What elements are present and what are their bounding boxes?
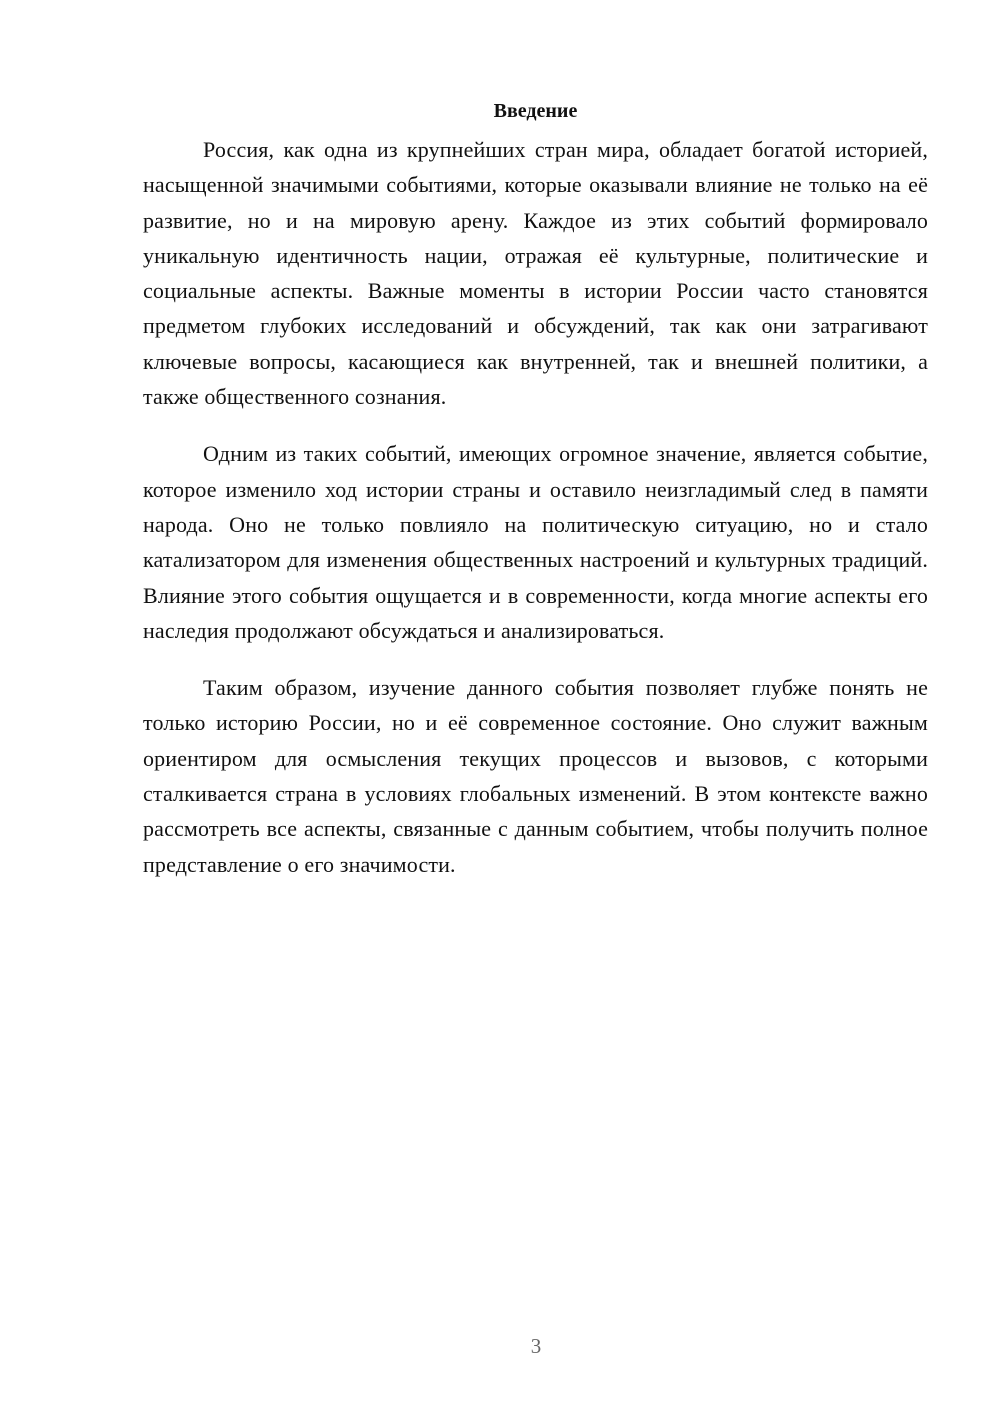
page-content [143,96,928,904]
paragraph-3: Таким образом, изучение данного события позволяет глубже понять не только историю России, но и её современное состояние. Оно служит важным ориентиром для осмысления текущих процессов и вызовов, с которыми сталкивается страна в условиях глобальных изменений. В этом контексте важно рассмотреть все аспекты, связанные с данным событием, чтобы получить полное представление о его значимости. [143,675,928,877]
paragraph-1: Россия, как одна из крупнейших стран мира, обладает богатой историей, насыщенной значимыми событиями, которые оказывали влияние не только на её развитие, но и на мировую арену. Каждое из этих событий формировало уникальную идентичность нации, отражая её культурные, политические и социальные аспекты. Важные моменты в истории России часто становятся предметом глубоких исследований и обсуждений, так как они затрагивают ключевые вопросы, касающиеся как внутренней, так и внешней политики, а также общественного сознания. [143,137,928,410]
page-number: 3 [530,1334,542,1358]
paragraph-2: Одним из таких событий, имеющих огромное значение, является событие, которое изменило ход истории страны и оставило неизгладимый след в памяти народа. Оно не только повлияло на политическую ситуацию, но и стало катализатором для изменения общественных настроений и культурных традиций. Влияние этого события ощущается и в современности, когда многие аспекты его наследия продолжают обсуждаться и анализироваться. [143,441,928,643]
section-heading: Введение [493,100,578,122]
